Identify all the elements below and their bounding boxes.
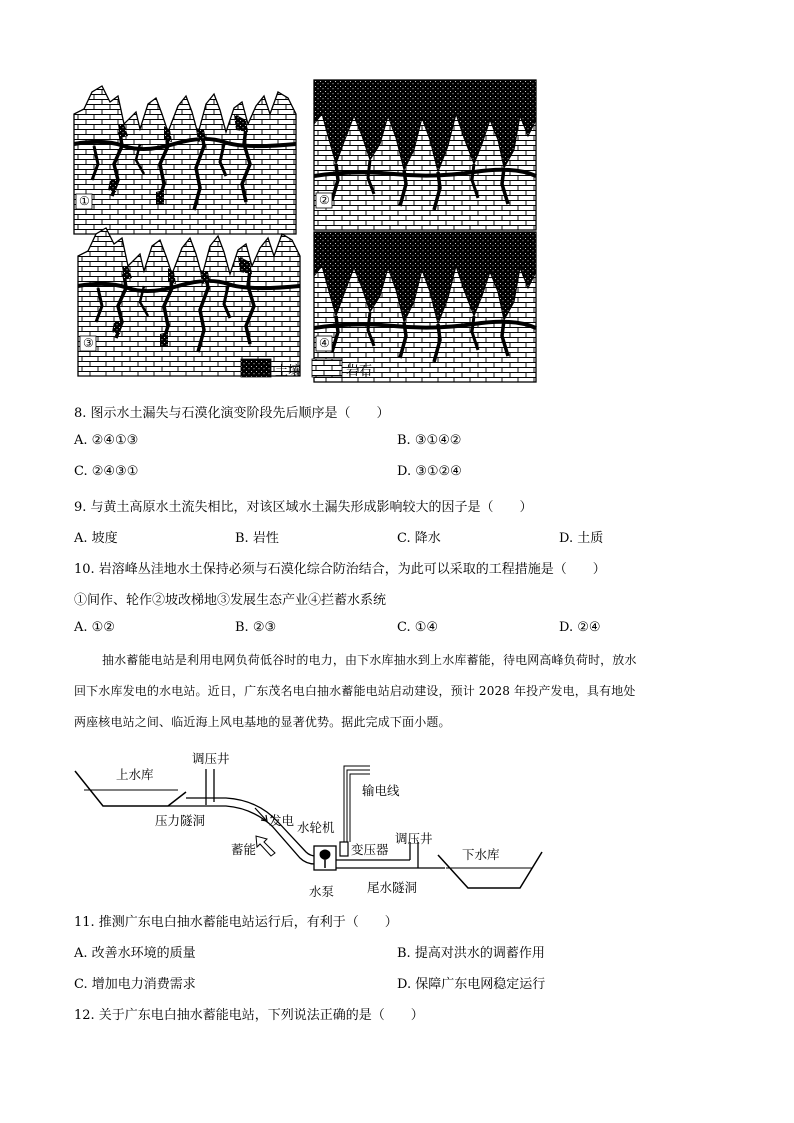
q9-option-c[interactable]: C. 降水 [397,531,441,546]
label-transformer: 变压器 [351,842,389,857]
q10-stem: 10. 岩溶峰丛洼地水土保持必须与石漠化综合防治结合，为此可以采取的工程措施是（ ） [74,562,606,577]
q10-option-c[interactable]: C. ①④ [397,620,439,635]
panel-label-4: ④ [319,336,330,350]
label-turbine: 水轮机 [297,820,335,835]
q11-option-c[interactable]: C. 增加电力消费需求 [74,977,196,992]
q8-option-b[interactable]: B. ③①④② [397,433,462,448]
q8-option-c[interactable]: C. ②④③① [74,464,139,479]
q11-option-d[interactable]: D. 保障广东电网稳定运行 [397,977,546,992]
label-lower-reservoir: 下水库 [462,847,500,862]
q11-stem: 11. 推测广东电白抽水蓄能电站运行后，有利于（ ） [74,915,398,930]
q8-option-d[interactable]: D. ③①②④ [397,464,462,479]
label-pressure-tunnel: 压力隧洞 [155,813,206,828]
q10-option-b[interactable]: B. ②③ [235,620,277,635]
q8-stem: 8. 图示水土漏失与石漠化演变阶段先后顺序是（ ） [74,406,390,421]
legend-soil-label: 土壤 [275,364,302,379]
q10-option-d[interactable]: D. ②④ [559,620,601,635]
label-upper-reservoir: 上水库 [116,767,154,782]
q10-items: ①间作、轮作②坡改梯地③发展生态产业④拦蓄水系统 [74,593,387,608]
q8-option-a[interactable]: A. ②④①③ [74,433,139,448]
q11-option-a[interactable]: A. 改善水环境的质量 [74,946,196,961]
label-pump: 水泵 [309,884,335,899]
passage-line-2: 回下水库发电的水电站。近日，广东茂名电白抽水蓄能电站启动建设，预计 2028 年投产发电，具有地处 [74,684,636,698]
q10-option-a[interactable]: A. ①② [74,620,115,635]
label-generate: 发电 [269,813,295,828]
passage-line-1: 抽水蓄能电站是利用电网负荷低谷时的电力，由下水库抽水到上水库蓄能，待电网高峰负荷时，放水 [102,653,637,667]
panel-label-1: ① [79,194,90,208]
q12-stem: 12. 关于广东电白抽水蓄能电站，下列说法正确的是（ ） [74,1008,424,1023]
legend-rock-label: 岩石 [346,364,373,379]
panel-label-2: ② [319,193,330,207]
passage-line-3: 两座核电站之间、临近海上风电基地的显著优势。据此完成下面小题。 [74,715,451,729]
panel-label-3: ③ [83,336,94,350]
q9-option-b[interactable]: B. 岩性 [235,531,279,546]
label-transmission-line: 输电线 [362,783,400,798]
label-tailrace-tunnel: 尾水隧洞 [367,880,418,895]
label-surge-shaft-1: 调压井 [192,751,230,766]
q9-stem: 9. 与黄土高原水土流失相比，对该区域水土漏失形成影响较大的因子是（ ） [74,500,533,515]
q11-option-b[interactable]: B. 提高对洪水的调蓄作用 [397,946,545,961]
q9-option-a[interactable]: A. 坡度 [74,531,118,546]
label-store: 蓄能 [231,842,257,857]
label-surge-shaft-2: 调压井 [395,831,433,846]
karst-evolution-figure [0,0,794,390]
q9-option-d[interactable]: D. 土质 [559,531,604,546]
